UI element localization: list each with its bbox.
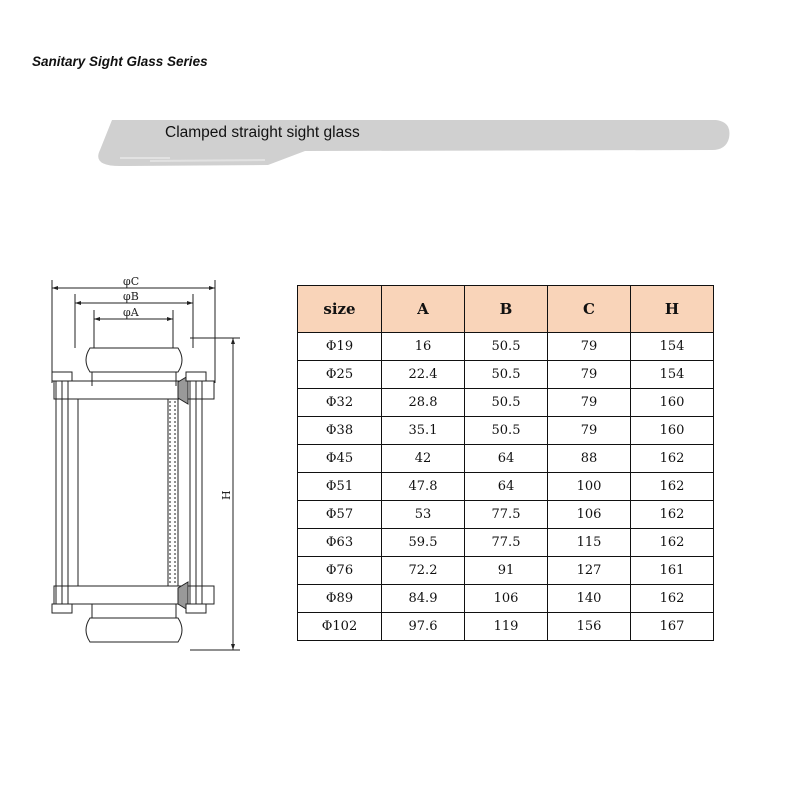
dimension-label-h: H [220, 490, 233, 500]
sight-glass-drawing [40, 268, 255, 668]
cell-b: 91 [465, 557, 548, 585]
cell-a: 16 [382, 333, 465, 361]
title-banner [0, 0, 800, 200]
dimension-label-c: φC [123, 275, 140, 288]
cell-b: 50.5 [465, 361, 548, 389]
cell-a: 47.8 [382, 473, 465, 501]
cell-a: 35.1 [382, 417, 465, 445]
cell-h: 167 [631, 613, 714, 641]
cell-h: 160 [631, 389, 714, 417]
cell-a: 42 [382, 445, 465, 473]
cell-size: Φ38 [298, 417, 382, 445]
cell-c: 156 [548, 613, 631, 641]
cell-h: 160 [631, 417, 714, 445]
cell-a: 59.5 [382, 529, 465, 557]
cell-size: Φ45 [298, 445, 382, 473]
cell-c: 106 [548, 501, 631, 529]
cell-c: 100 [548, 473, 631, 501]
dimension-label-b: φB [123, 290, 139, 303]
cell-h: 162 [631, 445, 714, 473]
cell-b: 119 [465, 613, 548, 641]
cell-a: 28.8 [382, 389, 465, 417]
dimension-table [297, 285, 714, 641]
cell-a: 72.2 [382, 557, 465, 585]
cell-h: 162 [631, 501, 714, 529]
column-header-a: A [382, 286, 465, 333]
cell-size: Φ19 [298, 333, 382, 361]
cell-size: Φ32 [298, 389, 382, 417]
cell-c: 88 [548, 445, 631, 473]
cell-c: 140 [548, 585, 631, 613]
cell-size: Φ25 [298, 361, 382, 389]
cell-b: 50.5 [465, 333, 548, 361]
cell-h: 162 [631, 473, 714, 501]
table-row [298, 501, 714, 529]
cell-size: Φ89 [298, 585, 382, 613]
cell-c: 79 [548, 389, 631, 417]
table-row [298, 361, 714, 389]
cell-b: 50.5 [465, 417, 548, 445]
column-header-size: size [298, 286, 382, 333]
dimension-label-a: φA [123, 306, 139, 319]
cell-b: 77.5 [465, 529, 548, 557]
cell-a: 22.4 [382, 361, 465, 389]
cell-h: 154 [631, 333, 714, 361]
column-header-c: C [548, 286, 631, 333]
column-header-b: B [465, 286, 548, 333]
table-header-row [298, 286, 714, 333]
table-row [298, 445, 714, 473]
cell-size: Φ102 [298, 613, 382, 641]
banner-title: Clamped straight sight glass [165, 124, 360, 141]
cell-b: 64 [465, 445, 548, 473]
cell-a: 84.9 [382, 585, 465, 613]
table-row [298, 613, 714, 641]
cell-size: Φ57 [298, 501, 382, 529]
table-row [298, 529, 714, 557]
cell-a: 53 [382, 501, 465, 529]
table-row [298, 473, 714, 501]
cell-size: Φ63 [298, 529, 382, 557]
column-header-h: H [631, 286, 714, 333]
table-row [298, 333, 714, 361]
cell-h: 161 [631, 557, 714, 585]
cell-size: Φ76 [298, 557, 382, 585]
cell-c: 79 [548, 361, 631, 389]
cell-b: 77.5 [465, 501, 548, 529]
table-row [298, 417, 714, 445]
table-row [298, 585, 714, 613]
cell-h: 154 [631, 361, 714, 389]
cell-size: Φ51 [298, 473, 382, 501]
page-title: Sanitary Sight Glass Series [32, 54, 208, 69]
cell-h: 162 [631, 529, 714, 557]
cell-a: 97.6 [382, 613, 465, 641]
cell-b: 106 [465, 585, 548, 613]
table-row [298, 557, 714, 585]
table-row [298, 389, 714, 417]
cell-c: 115 [548, 529, 631, 557]
cell-b: 50.5 [465, 389, 548, 417]
cell-c: 79 [548, 333, 631, 361]
cell-c: 79 [548, 417, 631, 445]
cell-c: 127 [548, 557, 631, 585]
cell-h: 162 [631, 585, 714, 613]
cell-b: 64 [465, 473, 548, 501]
